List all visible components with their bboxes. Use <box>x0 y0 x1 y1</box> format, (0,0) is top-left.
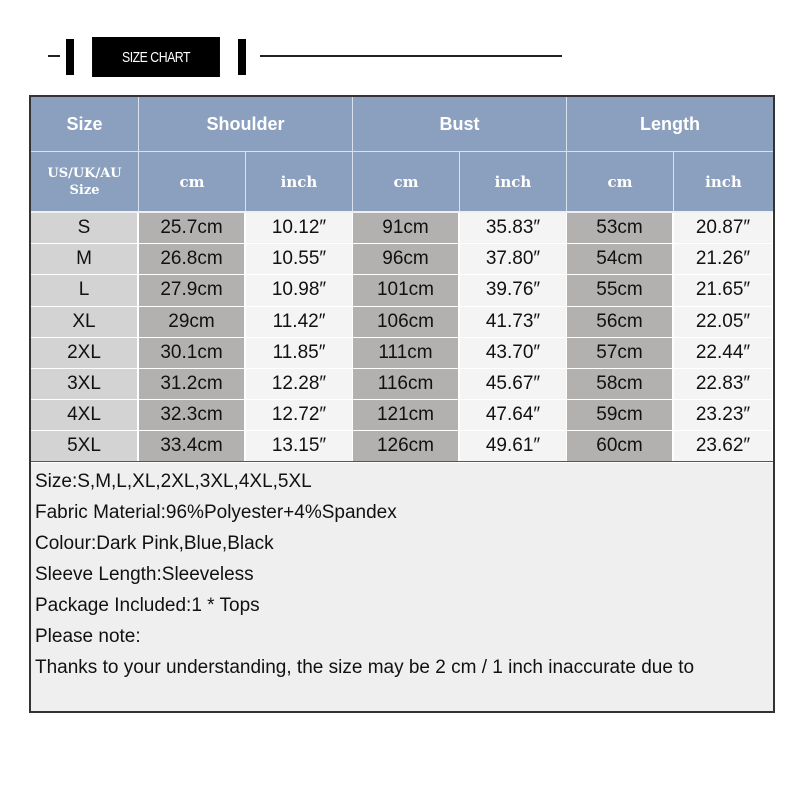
header-length: Length <box>567 97 773 152</box>
cell-shoulder-inch: 11.85″ <box>246 338 353 369</box>
note-disclaimer: Thanks to your understanding, the size may be 2 cm / 1 inch inaccurate due to <box>35 657 695 678</box>
cell-shoulder-inch: 10.55″ <box>246 244 353 275</box>
table-notes-divider <box>31 461 773 462</box>
cell-bust-cm: 126cm <box>353 431 460 462</box>
cell-bust-inch: 39.76″ <box>460 275 567 306</box>
cell-bust-cm: 111cm <box>353 338 460 369</box>
cell-size: M <box>31 244 139 275</box>
cell-size: 5XL <box>31 431 139 462</box>
note-please-note: Please note: <box>35 626 141 647</box>
subheader-bust-cm: cm <box>353 152 460 211</box>
size-chart-sheet <box>29 95 775 713</box>
cell-length-inch: 21.65″ <box>674 275 773 306</box>
subheader-length-cm: cm <box>567 152 674 211</box>
cell-bust-cm: 106cm <box>353 307 460 338</box>
cell-length-inch: 21.26″ <box>674 244 773 275</box>
subheader-size <box>31 152 139 211</box>
subheader-shoulder-cm: cm <box>139 152 246 211</box>
cell-shoulder-inch: 11.42″ <box>246 307 353 338</box>
title-badge-label: SIZE CHART <box>92 37 220 77</box>
badge-tab-left <box>66 39 74 75</box>
title-row <box>0 0 800 90</box>
header-size: Size <box>31 97 139 152</box>
subheader-bust-inch: inch <box>460 152 567 211</box>
cell-length-inch: 23.62″ <box>674 431 773 462</box>
cell-size: 2XL <box>31 338 139 369</box>
note-size: Size:S,M,L,XL,2XL,3XL,4XL,5XL <box>35 471 312 492</box>
cell-bust-inch: 47.64″ <box>460 400 567 431</box>
cell-bust-cm: 91cm <box>353 213 460 244</box>
cell-bust-inch: 37.80″ <box>460 244 567 275</box>
note-colour: Colour:Dark Pink,Blue,Black <box>35 533 274 554</box>
cell-bust-cm: 116cm <box>353 369 460 400</box>
cell-length-cm: 58cm <box>567 369 674 400</box>
cell-shoulder-cm: 30.1cm <box>139 338 246 369</box>
cell-length-cm: 60cm <box>567 431 674 462</box>
cell-length-inch: 23.23″ <box>674 400 773 431</box>
cell-size: 3XL <box>31 369 139 400</box>
cell-length-cm: 56cm <box>567 307 674 338</box>
title-badge <box>66 37 246 77</box>
cell-shoulder-inch: 13.15″ <box>246 431 353 462</box>
cell-length-cm: 59cm <box>567 400 674 431</box>
cell-shoulder-cm: 31.2cm <box>139 369 246 400</box>
cell-length-cm: 57cm <box>567 338 674 369</box>
header-shoulder: Shoulder <box>139 97 353 152</box>
cell-shoulder-cm: 27.9cm <box>139 275 246 306</box>
subheader-shoulder-inch: inch <box>246 152 353 211</box>
cell-bust-inch: 49.61″ <box>460 431 567 462</box>
cell-shoulder-cm: 33.4cm <box>139 431 246 462</box>
cell-length-inch: 22.44″ <box>674 338 773 369</box>
cell-bust-cm: 121cm <box>353 400 460 431</box>
cell-bust-inch: 41.73″ <box>460 307 567 338</box>
cell-size: L <box>31 275 139 306</box>
header-bust: Bust <box>353 97 567 152</box>
note-fabric: Fabric Material:96%Polyester+4%Spandex <box>35 502 397 523</box>
subheader-length-inch: inch <box>674 152 773 211</box>
title-rule-right <box>260 55 562 57</box>
badge-tab-right <box>238 39 246 75</box>
cell-shoulder-inch: 10.12″ <box>246 213 353 244</box>
cell-bust-inch: 35.83″ <box>460 213 567 244</box>
cell-shoulder-cm: 26.8cm <box>139 244 246 275</box>
cell-length-cm: 54cm <box>567 244 674 275</box>
cell-bust-cm: 101cm <box>353 275 460 306</box>
subheader-size-line1: US/UK/AU <box>47 165 122 181</box>
cell-shoulder-cm: 25.7cm <box>139 213 246 244</box>
cell-shoulder-inch: 12.28″ <box>246 369 353 400</box>
cell-size: XL <box>31 307 139 338</box>
cell-shoulder-inch: 12.72″ <box>246 400 353 431</box>
note-sleeve: Sleeve Length:Sleeveless <box>35 564 254 585</box>
cell-shoulder-inch: 10.98″ <box>246 275 353 306</box>
cell-length-cm: 53cm <box>567 213 674 244</box>
cell-shoulder-cm: 32.3cm <box>139 400 246 431</box>
cell-size: 4XL <box>31 400 139 431</box>
cell-length-inch: 22.05″ <box>674 307 773 338</box>
cell-length-inch: 22.83″ <box>674 369 773 400</box>
cell-bust-cm: 96cm <box>353 244 460 275</box>
subheader-size-line2: Size <box>69 182 100 198</box>
cell-length-cm: 55cm <box>567 275 674 306</box>
cell-shoulder-cm: 29cm <box>139 307 246 338</box>
cell-size: S <box>31 213 139 244</box>
cell-bust-inch: 45.67″ <box>460 369 567 400</box>
product-notes <box>35 466 694 683</box>
cell-bust-inch: 43.70″ <box>460 338 567 369</box>
note-package: Package Included:1 * Tops <box>35 595 260 616</box>
title-dash-left <box>48 55 60 57</box>
cell-length-inch: 20.87″ <box>674 213 773 244</box>
